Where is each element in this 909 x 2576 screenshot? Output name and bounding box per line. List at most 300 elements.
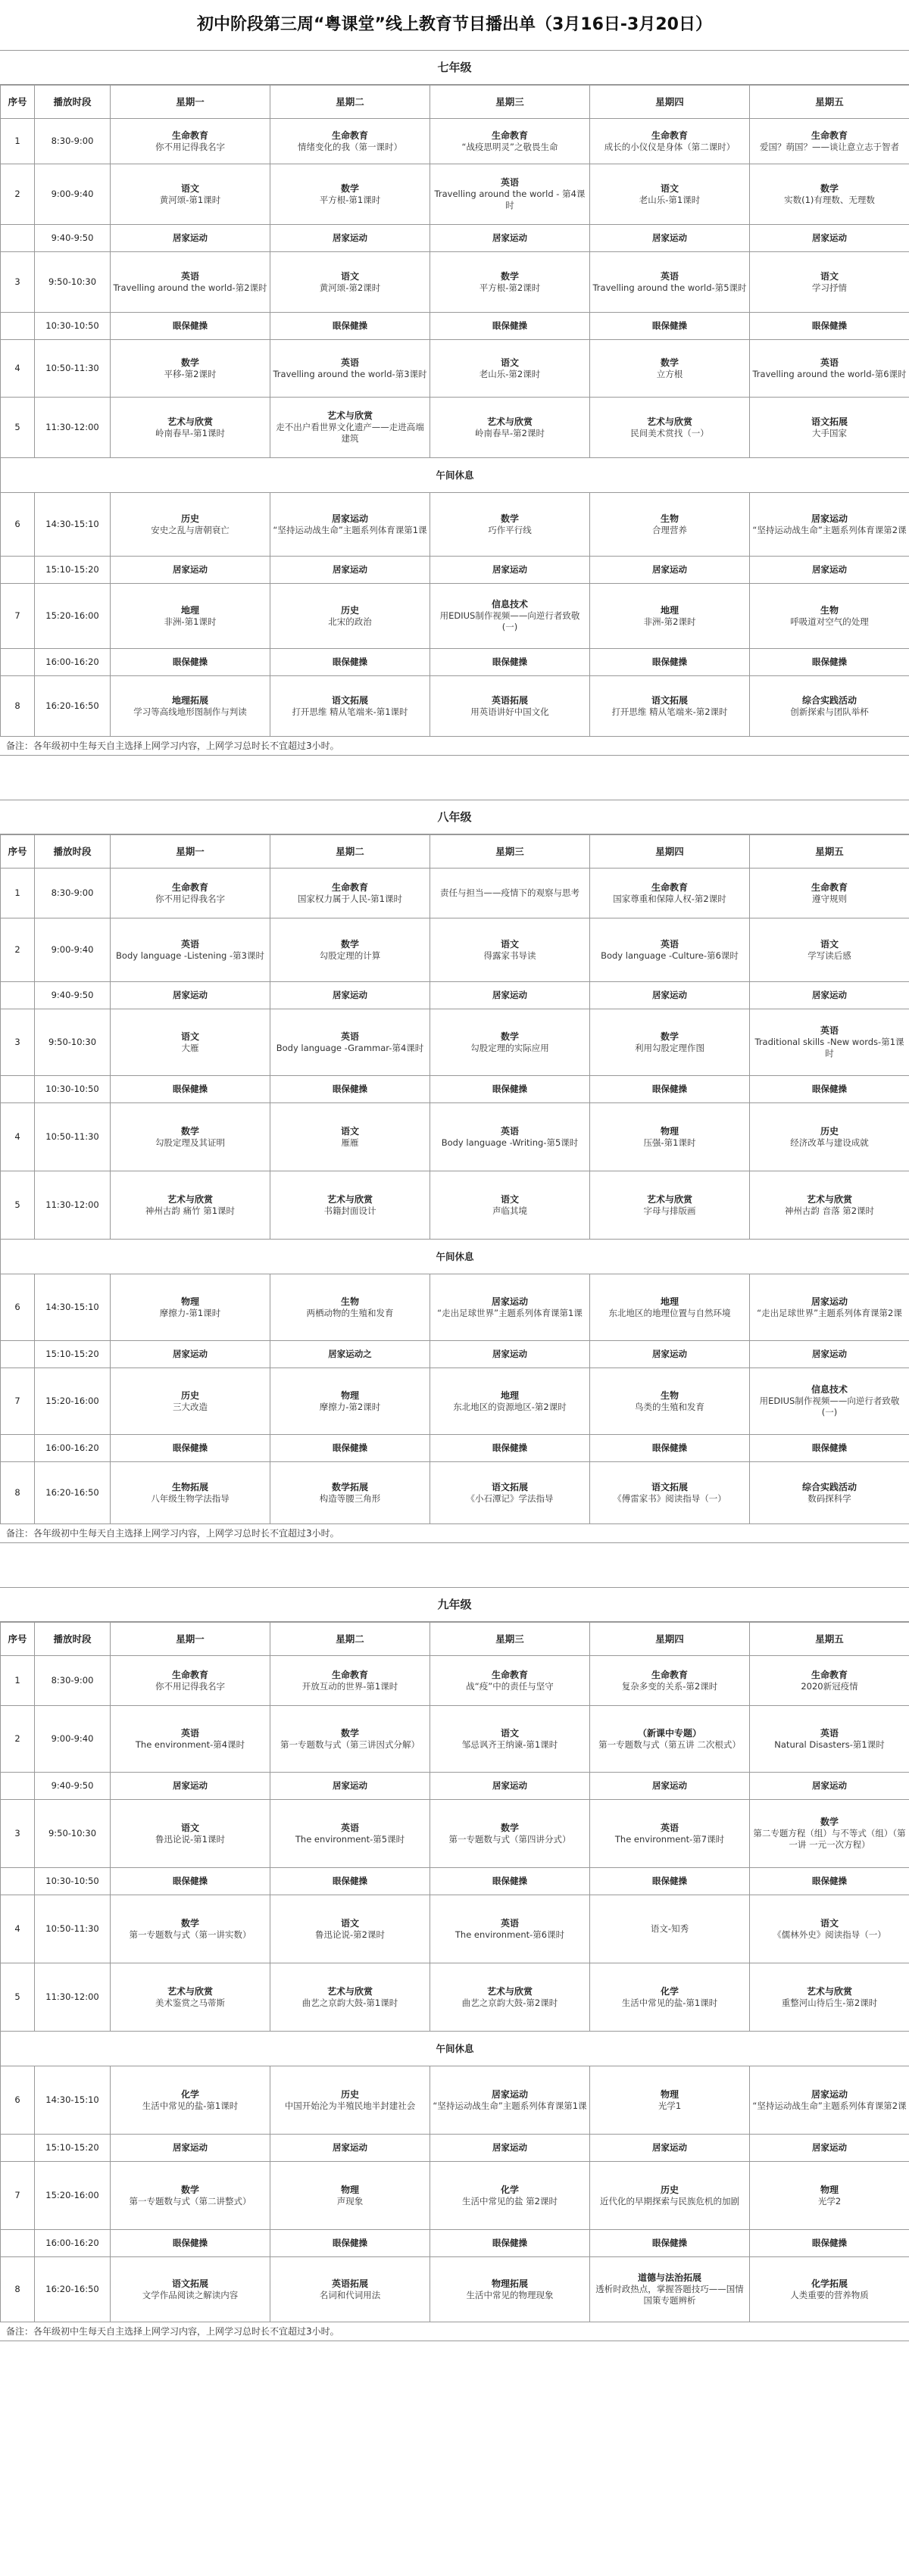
program-cell [590, 1706, 750, 1773]
program-cell [111, 2162, 270, 2230]
subject-name: 道德与法治拓展 [637, 2272, 701, 2283]
program-title: 生活中常见的盐-第1课时 [142, 2100, 239, 2111]
subject-name: 历史 [180, 513, 199, 524]
row-number: 4 [1, 1103, 35, 1171]
program-cell [430, 1895, 590, 1963]
program-title: Travelling around the world - 第4课时 [434, 189, 586, 211]
header-cell: 星期二 [270, 1623, 430, 1656]
program-cell [590, 164, 750, 225]
program-title: 你不用记得我名字 [155, 893, 225, 904]
program-title: Traditional skills -New words-第1课时 [754, 1037, 904, 1059]
lesson-row [1, 398, 909, 458]
program-cell [111, 1103, 270, 1171]
subject-name: 语文 [180, 1031, 199, 1042]
program-title: 立方根 [656, 368, 683, 379]
program-cell [270, 493, 430, 557]
subject-name: 语文 [500, 1193, 519, 1205]
header-cell: 星期五 [750, 835, 909, 869]
program-title: 生活中常见的盐-第1课时 [621, 1997, 718, 2008]
program-cell [590, 1462, 750, 1524]
program-cell [750, 584, 909, 649]
row-number: 1 [1, 869, 35, 918]
noon-label: 午间休息 [1, 458, 909, 493]
subject-name: 艺术与欣赏 [486, 416, 533, 427]
lesson-row [1, 1274, 909, 1341]
header-row [1, 1623, 909, 1656]
program-title: 鲁迅论说-第2课时 [315, 1929, 385, 1940]
program-cell [430, 869, 590, 918]
subject-name: 信息技术 [491, 599, 528, 610]
lesson-row [1, 1656, 909, 1706]
lesson-row [1, 676, 909, 737]
program-cell [111, 1462, 270, 1524]
subject-name: 艺术与欣赏 [167, 416, 213, 427]
program-title: 第一专题数与式（第四讲分式） [448, 1833, 571, 1845]
program-cell [590, 252, 750, 313]
program-cell: 眼保健操 [750, 1076, 909, 1103]
program-cell [111, 1171, 270, 1240]
program-title: Travelling around the world-第6课时 [752, 368, 907, 379]
program-cell [750, 1895, 909, 1963]
time-slot: 9:50-10:30 [35, 1800, 111, 1868]
header-cell: 星期二 [270, 835, 430, 869]
program-cell: 居家运动 [111, 1341, 270, 1368]
program-cell: 居家运动 [111, 982, 270, 1009]
program-cell [430, 1462, 590, 1524]
program-title: 三大改造 [173, 1401, 208, 1412]
subject-name: 居家运动 [811, 1296, 848, 1307]
program-title: “坚持运动战生命”主题系列体育课第1课 [273, 524, 427, 535]
program-cell [270, 1103, 430, 1171]
subject-name: 历史 [340, 604, 359, 616]
program-cell: 居家运动 [270, 1773, 430, 1800]
program-title: 第二专题方程（组）与不等式（组）（第一讲 一元一次方程） [753, 1828, 906, 1850]
program-cell: 眼保健操 [590, 649, 750, 676]
header-row [1, 835, 909, 869]
subject-name: 生命教育 [171, 881, 208, 893]
program-cell: 居家运动 [750, 1341, 909, 1368]
program-cell: 居家运动 [430, 225, 590, 252]
program-cell [750, 1656, 909, 1706]
program-title: The environment-第5课时 [295, 1833, 405, 1845]
lesson-row [1, 869, 909, 918]
program-title: 责任与担当——疫情下的观察与思考 [440, 887, 579, 898]
program-title: 经济改革与建设成就 [790, 1137, 869, 1148]
program-title: 你不用记得我名字 [155, 141, 225, 152]
subject-name: 物理 [820, 2184, 839, 2195]
program-cell [270, 1895, 430, 1963]
program-title: Body language -Grammar-第4课时 [276, 1042, 424, 1053]
subject-name: 英语 [180, 270, 199, 282]
program-title: The environment-第7课时 [614, 1833, 725, 1845]
program-title: Body language -Culture-第6课时 [601, 950, 739, 961]
header-cell: 星期四 [590, 1623, 750, 1656]
lesson-row [1, 1103, 909, 1171]
program-title: 雁雁 [341, 1137, 359, 1148]
grade-section [0, 1587, 909, 2341]
program-cell: 眼保健操 [590, 313, 750, 340]
subject-name: 数学 [660, 357, 679, 368]
program-cell [750, 493, 909, 557]
program-cell [430, 1368, 590, 1435]
subject-name: 艺术与欣赏 [326, 410, 373, 421]
program-cell: 居家运动 [590, 557, 750, 584]
program-cell [111, 1368, 270, 1435]
row-number: 1 [1, 1656, 35, 1706]
program-cell [430, 2162, 590, 2230]
program-cell [430, 340, 590, 398]
program-cell [111, 676, 270, 737]
subject-name: 数学 [340, 182, 359, 194]
program-title: 复杂多变的关系-第2课时 [621, 1680, 718, 1692]
row-number: 4 [1, 340, 35, 398]
break-row [1, 557, 909, 584]
subject-name: 物理 [340, 2184, 359, 2195]
subject-name: 英语 [500, 1125, 519, 1137]
subject-name: 语文 [500, 1727, 519, 1739]
subject-name: 生命教育 [651, 881, 688, 893]
row-number: 7 [1, 1368, 35, 1435]
row-number: 3 [1, 1009, 35, 1076]
program-cell: 眼保健操 [750, 1435, 909, 1462]
program-title: 八年级生物学法指导 [151, 1492, 230, 1504]
program-title: Travelling around the world-第3课时 [273, 368, 427, 379]
program-cell [750, 1963, 909, 2032]
subject-name: 英语 [340, 357, 359, 368]
program-title: 非洲-第1课时 [164, 616, 217, 627]
break-row [1, 982, 909, 1009]
program-cell [750, 2257, 909, 2322]
program-cell: 眼保健操 [430, 2230, 590, 2257]
subject-name: 生命教育 [491, 129, 528, 141]
program-cell [111, 869, 270, 918]
note-text: 备注：各年级初中生每天自主选择上网学习内容，上网学习总时长不宜超过3小时。 [0, 737, 909, 756]
time-slot: 9:00-9:40 [35, 918, 111, 982]
header-cell: 星期一 [111, 86, 270, 119]
program-cell [270, 1800, 430, 1868]
program-title: 学写读后感 [807, 950, 851, 961]
subject-name: 历史 [820, 1125, 839, 1137]
program-title: 打开思维 精从笔端来-第1课时 [292, 706, 408, 717]
subject-name: 数学 [180, 2184, 199, 2195]
program-title: 用EDIUS制作视频——向逆行者致敬(一) [759, 1396, 900, 1417]
program-title: 非洲-第2课时 [643, 616, 696, 627]
program-title: 走不出户看世界文化遗产——走进高端建筑 [276, 422, 424, 444]
schedule-table [0, 1622, 909, 2322]
schedule-container [0, 50, 909, 2341]
subject-name: 数学 [820, 182, 839, 194]
program-title: 光学1 [658, 2100, 682, 2111]
row-number: 8 [1, 2257, 35, 2322]
subject-name: 英语 [500, 177, 519, 188]
program-cell [750, 340, 909, 398]
subject-name: 生命教育 [811, 129, 848, 141]
row-number: 2 [1, 1706, 35, 1773]
program-cell [750, 252, 909, 313]
time-slot: 10:50-11:30 [35, 1103, 111, 1171]
program-cell [590, 918, 750, 982]
row-number [1, 557, 35, 584]
program-cell [750, 119, 909, 164]
program-cell [270, 1656, 430, 1706]
program-cell [270, 869, 430, 918]
program-title: 鲁迅论说-第1课时 [155, 1833, 225, 1845]
subject-name: 化学 [500, 2184, 519, 2195]
time-slot: 10:30-10:50 [35, 1076, 111, 1103]
subject-name: 数学 [500, 513, 519, 524]
program-cell: 居家运动 [590, 1341, 750, 1368]
noon-row [1, 1240, 909, 1274]
header-cell: 播放时段 [35, 86, 111, 119]
program-cell [111, 918, 270, 982]
lesson-row [1, 2066, 909, 2135]
program-cell [270, 2162, 430, 2230]
row-number: 2 [1, 164, 35, 225]
row-number: 8 [1, 1462, 35, 1524]
program-cell: 眼保健操 [590, 2230, 750, 2257]
row-number: 6 [1, 2066, 35, 2135]
subject-name: 化学 [660, 1985, 679, 1997]
subject-name: 语文拓展 [811, 416, 848, 427]
time-slot: 16:00-16:20 [35, 649, 111, 676]
subject-name: 语文拓展 [171, 2278, 208, 2289]
program-cell [430, 2066, 590, 2135]
program-title: 曲艺之京韵大鼓-第1课时 [301, 1997, 398, 2008]
program-title: 神州古韵 痛竹 第1课时 [145, 1205, 236, 1216]
row-number [1, 313, 35, 340]
program-cell [111, 1963, 270, 2032]
program-title: 得露家书导读 [483, 950, 536, 961]
subject-name: 语文拓展 [491, 1481, 528, 1492]
program-cell: 居家运动 [430, 982, 590, 1009]
program-title: 用英语讲好中国文化 [470, 706, 549, 717]
subject-name: 物理 [660, 1125, 679, 1137]
program-cell [270, 1171, 430, 1240]
subject-name: 居家运动 [491, 1296, 528, 1307]
time-slot: 15:20-16:00 [35, 1368, 111, 1435]
program-cell [750, 1462, 909, 1524]
program-cell: 眼保健操 [270, 2230, 430, 2257]
header-cell: 播放时段 [35, 835, 111, 869]
program-cell: 居家运动 [430, 1773, 590, 1800]
subject-name: 数学 [500, 1031, 519, 1042]
time-slot: 16:20-16:50 [35, 676, 111, 737]
subject-name: 数学 [820, 1817, 839, 1827]
row-number [1, 225, 35, 252]
program-cell [111, 1895, 270, 1963]
program-title: 老山乐-第1课时 [639, 194, 701, 205]
time-slot: 16:20-16:50 [35, 2257, 111, 2322]
subject-name: 语文 [340, 1917, 359, 1929]
lesson-row [1, 918, 909, 982]
program-cell [590, 1171, 750, 1240]
program-title: 鸟类的生殖和发育 [635, 1401, 704, 1412]
program-title: 声现象 [336, 2195, 364, 2206]
program-cell [270, 164, 430, 225]
program-title: “战疫思明灵”之敬畏生命 [461, 141, 558, 152]
program-cell [430, 252, 590, 313]
time-slot: 11:30-12:00 [35, 1963, 111, 2032]
row-number: 8 [1, 676, 35, 737]
noon-label: 午间休息 [1, 2032, 909, 2066]
program-title: 近代化的早期探索与民族危机的加剧 [600, 2195, 739, 2206]
program-cell: 眼保健操 [590, 1076, 750, 1103]
header-cell: 星期四 [590, 86, 750, 119]
row-number: 2 [1, 918, 35, 982]
program-title: 大雁 [181, 1042, 199, 1053]
program-title: 平方根-第1课时 [319, 194, 381, 205]
program-cell [750, 1368, 909, 1435]
program-title: 国家尊重和保障人权-第2课时 [613, 893, 726, 904]
subject-name: 艺术与欣赏 [806, 1985, 852, 1997]
time-slot: 16:00-16:20 [35, 1435, 111, 1462]
program-title: 实数(1)有理数、无理数 [784, 194, 875, 205]
program-cell [430, 1009, 590, 1076]
subject-name: 数学拓展 [331, 1481, 368, 1492]
subject-name: 数学 [340, 1727, 359, 1739]
program-title: “坚持运动战生命”主题系列体育课第2课 [752, 2100, 907, 2111]
row-number [1, 649, 35, 676]
row-number: 6 [1, 1274, 35, 1341]
header-cell: 星期三 [430, 835, 590, 869]
row-number [1, 1773, 35, 1800]
program-cell: 眼保健操 [111, 1076, 270, 1103]
time-slot: 10:50-11:30 [35, 1895, 111, 1963]
subject-name: 语文 [180, 182, 199, 194]
note-text: 备注：各年级初中生每天自主选择上网学习内容，上网学习总时长不宜超过3小时。 [0, 1524, 909, 1543]
time-slot: 8:30-9:00 [35, 119, 111, 164]
program-cell [590, 493, 750, 557]
subject-name: 生物 [660, 513, 679, 524]
break-row [1, 2230, 909, 2257]
program-title: 老山乐-第2课时 [479, 368, 541, 379]
program-cell [111, 252, 270, 313]
time-slot: 15:10-15:20 [35, 2135, 111, 2162]
subject-name: 综合实践活动 [801, 1481, 857, 1492]
subject-name: 语文 [340, 1125, 359, 1137]
subject-name: 物理 [660, 2088, 679, 2100]
program-cell: 居家运动 [270, 557, 430, 584]
program-title: 声临其境 [492, 1205, 527, 1216]
subject-name: 英语 [820, 357, 839, 368]
program-title: 黄河颂-第1课时 [159, 194, 221, 205]
subject-name: 数学 [180, 1125, 199, 1137]
header-cell: 星期一 [111, 1623, 270, 1656]
break-row [1, 1868, 909, 1895]
time-slot: 16:20-16:50 [35, 1462, 111, 1524]
program-cell [270, 1274, 430, 1341]
program-cell: 眼保健操 [270, 1435, 430, 1462]
program-cell: 眼保健操 [750, 649, 909, 676]
program-cell: 居家运动 [111, 557, 270, 584]
subject-name: 艺术与欣赏 [326, 1193, 373, 1205]
time-slot: 10:30-10:50 [35, 1868, 111, 1895]
subject-name: 物理 [340, 1389, 359, 1401]
program-cell [590, 1009, 750, 1076]
program-title: 情绪变化的我（第一课时） [298, 141, 402, 152]
program-cell: 眼保健操 [430, 649, 590, 676]
program-cell [590, 2257, 750, 2322]
program-cell [590, 1800, 750, 1868]
program-cell [270, 1963, 430, 2032]
program-title: 书籍封面设计 [323, 1205, 376, 1216]
subject-name: 艺术与欣赏 [806, 1193, 852, 1205]
time-slot: 9:40-9:50 [35, 1773, 111, 1800]
program-cell: 眼保健操 [750, 1868, 909, 1895]
program-cell [270, 676, 430, 737]
subject-name: 历史 [180, 1389, 199, 1401]
subject-name: 语文拓展 [331, 694, 368, 706]
subject-name: 数学 [180, 1917, 199, 1929]
program-title: 摩擦力-第2课时 [319, 1401, 381, 1412]
noon-label: 午间休息 [1, 1240, 909, 1274]
program-title: 国家权力属于人民-第1课时 [298, 893, 402, 904]
lesson-row [1, 340, 909, 398]
time-slot: 10:30-10:50 [35, 313, 111, 340]
noon-row [1, 2032, 909, 2066]
section-spacer [0, 756, 909, 800]
program-cell [111, 398, 270, 458]
lesson-row [1, 584, 909, 649]
break-row [1, 1341, 909, 1368]
subject-name: 信息技术 [811, 1384, 848, 1395]
program-cell [750, 1171, 909, 1240]
program-cell [590, 2162, 750, 2230]
program-title: 呼吸道对空气的处理 [790, 616, 869, 627]
program-cell [111, 119, 270, 164]
program-title: 透析时政热点，掌握答题技巧——国情国策专题辨析 [595, 2284, 744, 2306]
subject-name: （新课中专题） [637, 1727, 701, 1739]
program-cell: 眼保健操 [111, 313, 270, 340]
program-cell: 眼保健操 [111, 1868, 270, 1895]
lesson-row [1, 119, 909, 164]
lesson-row [1, 1462, 909, 1524]
subject-name: 地理 [660, 1296, 679, 1307]
program-title: 神州古韵 音落 第2课时 [784, 1205, 875, 1216]
program-title: “坚持运动战生命”主题系列体育课第2课 [752, 524, 907, 535]
subject-name: 艺术与欣赏 [167, 1193, 213, 1205]
subject-name: 生命教育 [491, 1669, 528, 1680]
time-slot: 10:50-11:30 [35, 340, 111, 398]
header-row [1, 86, 909, 119]
break-row [1, 225, 909, 252]
program-cell: 居家运动 [750, 557, 909, 584]
program-title: 利用勾股定理作图 [635, 1042, 704, 1053]
subject-name: 生物 [340, 1296, 359, 1307]
break-row [1, 313, 909, 340]
program-title: 学习等高线地形图制作与判读 [133, 706, 247, 717]
program-title: 岭南春早-第2课时 [475, 427, 545, 438]
row-number: 5 [1, 398, 35, 458]
lesson-row [1, 1009, 909, 1076]
program-title: 战“疫”中的责任与坚守 [466, 1680, 554, 1692]
program-title: 东北地区的地理位置与自然环境 [608, 1307, 731, 1318]
time-slot: 9:50-10:30 [35, 252, 111, 313]
time-slot: 8:30-9:00 [35, 869, 111, 918]
program-cell: 居家运动之 [270, 1341, 430, 1368]
program-title: 用EDIUS制作视频——向逆行者致敬(一) [439, 610, 580, 632]
lesson-row [1, 1963, 909, 2032]
program-cell [111, 1656, 270, 1706]
subject-name: 生命教育 [171, 129, 208, 141]
grade-title: 九年级 [0, 1587, 909, 1622]
program-title: “走出足球世界”主题系列体育课第1课 [437, 1307, 583, 1318]
program-cell [270, 2257, 430, 2322]
row-number [1, 982, 35, 1009]
program-title: The environment-第6课时 [454, 1929, 565, 1940]
row-number: 5 [1, 1171, 35, 1240]
time-slot: 15:10-15:20 [35, 1341, 111, 1368]
